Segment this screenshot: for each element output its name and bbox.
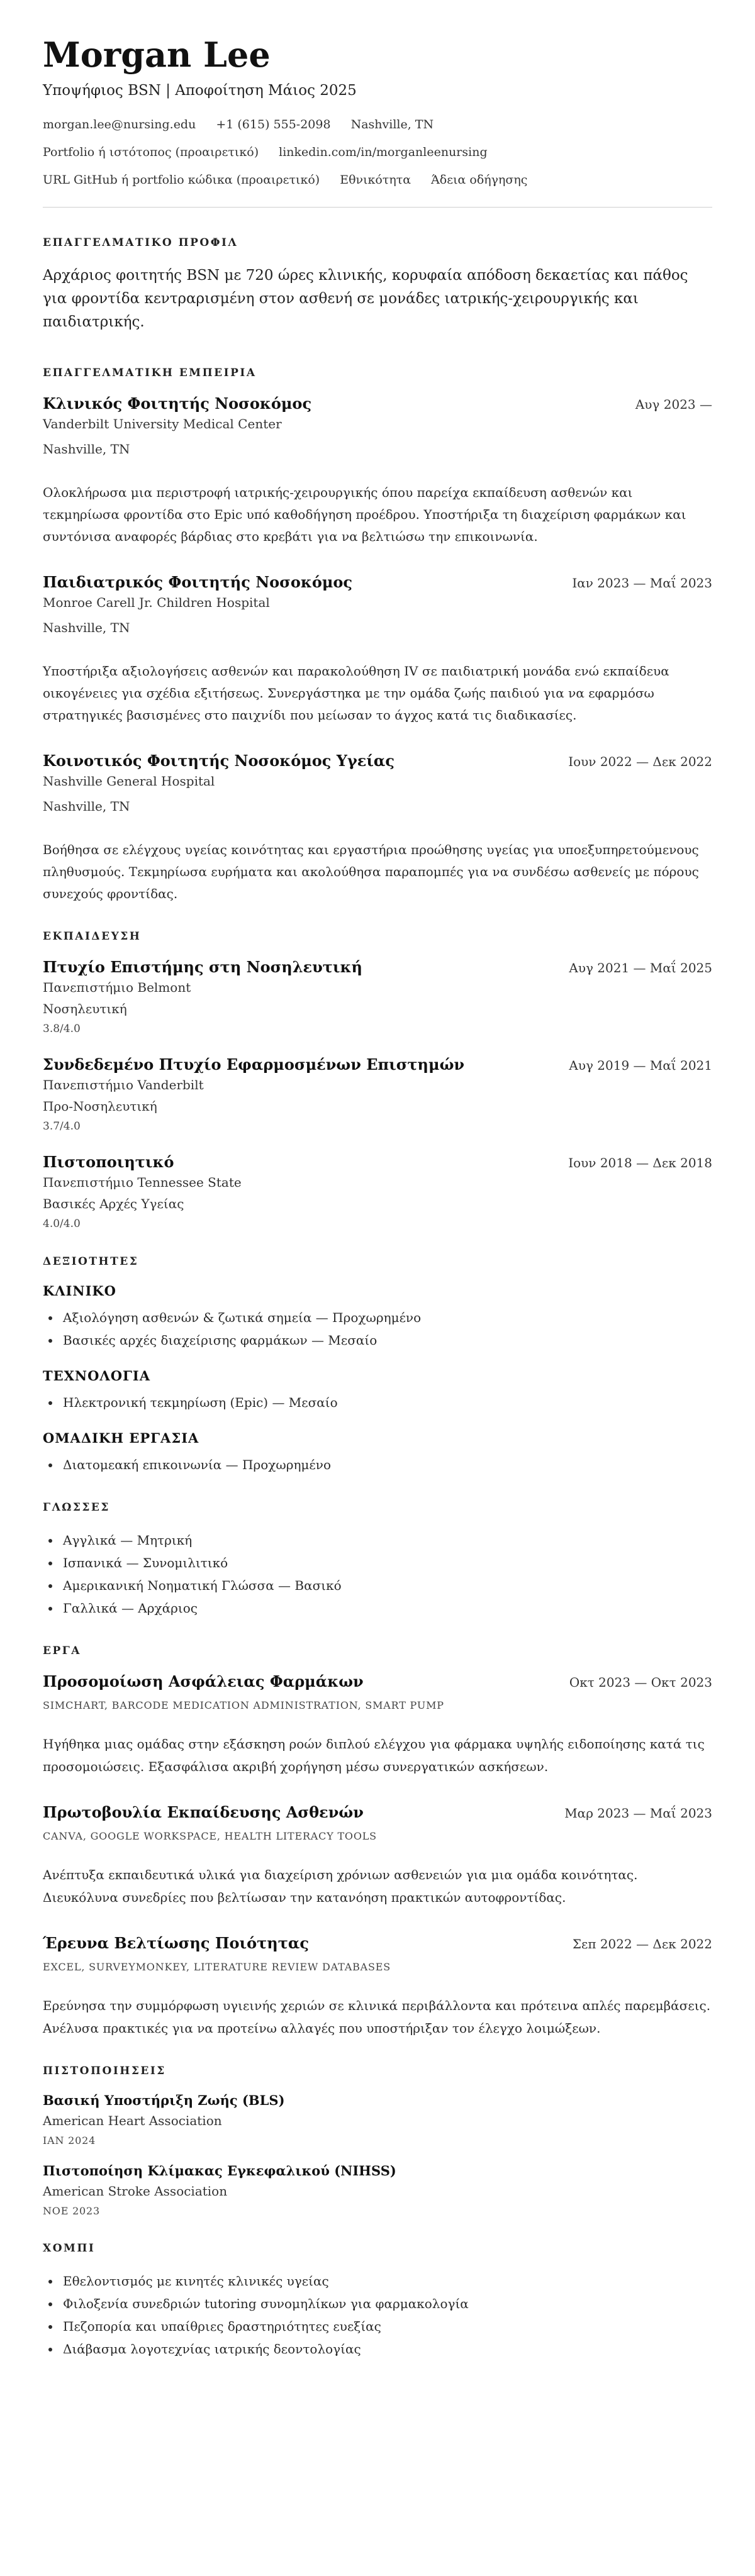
candidate-name: Morgan Lee [43, 35, 271, 75]
skills-section-title: ΔΕΞΙΟΤΗΤΕΣ [43, 1255, 139, 1268]
skill-item: • Βασικές αρχές διαχείρισης φαρμάκων — Μεσαίο [60, 1329, 712, 1352]
project-dates: Μαρ 2023 — Μαΐ 2023 [564, 1805, 712, 1821]
education-section [43, 930, 712, 1230]
skill-item: • Αξιολόγηση ασθενών & ζωτικά σημεία — Προχωρημένο [60, 1306, 712, 1329]
experience-section [43, 367, 712, 905]
certifications-section-title: ΠΙΣΤΟΠΟΙΗΣΕΙΣ [43, 2064, 166, 2077]
education-school: Πανεπιστήμιο Vanderbilt [43, 1077, 204, 1092]
languages-section-title: ΓΛΩΣΣΕΣ [43, 1501, 110, 1514]
skills-section [43, 1255, 712, 1476]
project-technologies: EXCEL, SURVEYMONKEY, LITERATURE REVIEW DATABASES [43, 1960, 391, 1973]
skill-list [43, 1306, 712, 1352]
experience-entry [43, 752, 712, 905]
education-school: Πανεπιστήμιο Belmont [43, 979, 191, 995]
certification-issuer: American Stroke Association [43, 2183, 228, 2199]
hobby-item: • Φιλοξενία συνεδριών tutoring συνομηλίκων για φαρμακολογία [60, 2292, 712, 2315]
experience-dates: Ιαν 2023 — Μαΐ 2023 [572, 575, 712, 591]
contact-github[interactable]: URL GitHub ή portfolio κώδικα (προαιρετικό) [43, 173, 320, 187]
skill-list [43, 1453, 712, 1476]
education-field: Βασικές Αρχές Υγείας [43, 1196, 184, 1211]
hobbies-section [43, 2242, 712, 2360]
languages-section [43, 1501, 712, 1619]
project-technologies: SIMCHART, BARCODE MEDICATION ADMINISTRATION, SMART PUMP [43, 1699, 444, 1711]
experience-section-title: ΕΠΑΓΓΕΛΜΑΤΙΚΗ ΕΜΠΕΙΡΙΑ [43, 366, 257, 379]
education-entry [43, 1153, 712, 1230]
project-description: Ερεύνησα την συμμόρφωση υγιεινής χεριών σε κλινικά περιβάλλοντα και πρότεινα απλές παρεμβάσεις. Ανέλυσα πρακτικές για να προτείνω αλλαγές που υποστήριξαν τον έλεγχο λοιμώξεων. [43, 1997, 711, 2036]
project-entry [43, 1803, 712, 1909]
language-item: • Αγγλικά — Μητρική [60, 1529, 712, 1552]
hobby-list [43, 2270, 712, 2360]
project-entry [43, 1934, 712, 2040]
education-gpa: 3.8/4.0 [43, 1022, 81, 1035]
contact-row-1 [43, 118, 712, 131]
contact-location: Nashville, TN [350, 118, 434, 132]
contact-phone[interactable]: +1 (615) 555-2098 [216, 118, 331, 132]
experience-location: Nashville, TN [43, 441, 130, 457]
education-dates: Αυγ 2021 — Μαΐ 2025 [569, 960, 712, 975]
experience-entry [43, 394, 712, 548]
education-degree: Συνδεδεμένο Πτυχίο Εφαρμοσμένων Επιστημών [43, 1055, 465, 1074]
education-field: Νοσηλευτική [43, 1001, 127, 1016]
hobby-item: • Διάβασμα λογοτεχνίας ιατρικής δεοντολογίας [60, 2338, 712, 2360]
skill-group-title: ΚΛΙΝΙΚΟ [43, 1282, 116, 1299]
project-name: Έρευνα Βελτίωσης Ποιότητας [43, 1933, 309, 1952]
project-name: Προσομοίωση Ασφάλειας Φαρμάκων [43, 1672, 364, 1690]
project-description: Ανέπτυξα εκπαιδευτικά υλικά για διαχείριση χρόνιων ασθενειών για μια ομάδα κοινότητας. Διευκόλυνα συνεδρίες που βελτίωσαν την κατανόηση πρακτικών αυτοφροντίδας. [43, 1867, 638, 1905]
hobbies-section-title: ΧΟΜΠΙ [43, 2241, 96, 2255]
projects-section [43, 1645, 712, 2040]
contact-email[interactable]: morgan.lee@nursing.edu [43, 118, 196, 132]
certification-entry [43, 2092, 712, 2146]
certification-name: Πιστοποίηση Κλίμακας Εγκεφαλικού (NIHSS) [43, 2162, 396, 2179]
education-degree: Πιστοποιητικό [43, 1152, 174, 1171]
contact-portfolio[interactable]: Portfolio ή ιστότοπος (προαιρετικό) [43, 145, 259, 160]
experience-organization: Monroe Carell Jr. Children Hospital [43, 594, 270, 610]
experience-description: Ολοκλήρωσα μια περιστροφή ιατρικής-χειρουργικής όπου παρείχα εκπαίδευση ασθενών και τεκμηρίωσα φροντίδα στο Epic υπό καθοδήγηση προέδρου. Υποστήριξα τη διαχείριση φαρμάκων και συντόνισα αναφορές βάρδιας στο κρεβάτι για να βελτιώσω την επικοινωνία. [43, 484, 686, 544]
experience-location: Nashville, TN [43, 798, 130, 814]
skill-list [43, 1391, 712, 1414]
hobby-item: • Εθελοντισμός με κινητές κλινικές υγείας [60, 2270, 712, 2292]
project-entry [43, 1672, 712, 1778]
certification-date: ΙΑΝ 2024 [43, 2134, 96, 2146]
education-section-title: ΕΚΠΑΙΔΕΥΣΗ [43, 930, 142, 943]
certification-entry [43, 2163, 712, 2217]
language-list [43, 1529, 712, 1619]
resume-header [43, 36, 712, 187]
experience-description: Βοήθησα σε ελέγχους υγείας κοινότητας και εργαστήρια προώθησης υγείας για υποεξυπηρετούμενους πληθυσμούς. Τεκμηρίωσα ευρήματα και ακολούθησα παραπομπές για να συνδέσω ασθενείς με πόρους συνεχούς φροντίδας. [43, 841, 699, 901]
project-dates: Οκτ 2023 — Οκτ 2023 [569, 1674, 712, 1690]
experience-role: Παιδιατρικός Φοιτητής Νοσοκόμος [43, 572, 353, 591]
experience-role: Κοινοτικός Φοιτητής Νοσοκόμος Υγείας [43, 751, 395, 770]
projects-section-title: ΕΡΓΑ [43, 1644, 81, 1657]
language-item: • Αμερικανική Νοηματική Γλώσσα — Βασικό [60, 1574, 712, 1597]
contact-row-3 [43, 173, 712, 187]
header-divider [43, 207, 712, 208]
contact-row-2 [43, 145, 712, 159]
skill-group-title: ΟΜΑΔΙΚΗ ΕΡΓΑΣΙΑ [43, 1430, 199, 1446]
skill-item: • Ηλεκτρονική τεκμηρίωση (Epic) — Μεσαίο [60, 1391, 712, 1414]
education-dates: Ιουν 2018 — Δεκ 2018 [568, 1155, 712, 1170]
experience-organization: Vanderbilt University Medical Center [43, 416, 282, 431]
experience-role: Κλινικός Φοιτητής Νοσοκόμος [43, 394, 312, 413]
experience-location: Nashville, TN [43, 619, 130, 635]
contact-driving-license: Άδεια οδήγησης [431, 173, 528, 187]
education-entry [43, 1055, 712, 1133]
project-technologies: CANVA, GOOGLE WORKSPACE, HEALTH LITERACY TOOLS [43, 1829, 377, 1842]
certification-name: Βασική Υποστήριξη Ζωής (BLS) [43, 2092, 285, 2108]
certification-date: ΝΟΕ 2023 [43, 2204, 101, 2217]
language-item: • Γαλλικά — Αρχάριος [60, 1597, 712, 1619]
education-gpa: 4.0/4.0 [43, 1217, 81, 1230]
profile-summary: Αρχάριος φοιτητής BSN με 720 ώρες κλινικής, κορυφαία απόδοση δεκαετίας και πάθος για φροντίδα κεντραρισμένη στον ασθενή σε μονάδες ιατρικής-χειρουργικής και παιδιατρικής. [43, 267, 688, 330]
education-degree: Πτυχίο Επιστήμης στη Νοσηλευτική [43, 957, 362, 976]
education-dates: Αυγ 2019 — Μαΐ 2021 [569, 1057, 712, 1073]
contact-nationality: Εθνικότητα [340, 173, 411, 187]
education-gpa: 3.7/4.0 [43, 1119, 81, 1133]
profile-section [43, 236, 712, 333]
project-name: Πρωτοβουλία Εκπαίδευσης Ασθενών [43, 1802, 364, 1821]
skill-item: • Διατομεακή επικοινωνία — Προχωρημένο [60, 1453, 712, 1476]
contact-linkedin[interactable]: linkedin.com/in/morganleenursing [279, 145, 488, 160]
project-description: Ηγήθηκα μιας ομάδας στην εξάσκηση ροών διπλού ελέγχου για φάρμακα υψηλής ειδοποίησης κατά τις προσομοιώσεις. Εξασφάλισα ακριβή χορήγηση μέσω συνεργατικών ασκήσεων. [43, 1736, 705, 1774]
education-school: Πανεπιστήμιο Tennessee State [43, 1174, 242, 1190]
experience-dates: Αυγ 2023 — [635, 396, 712, 412]
experience-entry [43, 573, 712, 726]
education-field: Προ-Νοσηλευτική [43, 1098, 157, 1114]
candidate-tagline: Υποψήφιος BSN | Αποφοίτηση Μάιος 2025 [43, 82, 357, 99]
skill-group-title: ΤΕΧΝΟΛΟΓΙΑ [43, 1367, 151, 1384]
language-item: • Ισπανικά — Συνομιλιτικό [60, 1552, 712, 1574]
certification-issuer: American Heart Association [43, 2112, 222, 2128]
experience-description: Υποστήριξα αξιολογήσεις ασθενών και παρακολούθηση IV σε παιδιατρική μονάδα ενώ εκπαίδευα οικογένειες για σχέδια εξιτήσεως. Συνεργάστηκα με την ομάδα ζωής παιδιού για να εφαρμόσω στρατηγικές βασισμένες στο παιχνίδι που μείωσαν το άγχος κατά τις διαδικασίες. [43, 663, 669, 723]
education-entry [43, 958, 712, 1035]
experience-organization: Nashville General Hospital [43, 773, 215, 789]
project-dates: Σεπ 2022 — Δεκ 2022 [572, 1936, 712, 1951]
hobby-item: • Πεζοπορία και υπαίθριες δραστηριότητες ευεξίας [60, 2315, 712, 2338]
profile-section-title: ΕΠΑΓΓΕΛΜΑΤΙΚΟ ΠΡΟΦΙΛ [43, 236, 238, 250]
experience-dates: Ιουν 2022 — Δεκ 2022 [568, 753, 712, 769]
certifications-section [43, 2065, 712, 2217]
